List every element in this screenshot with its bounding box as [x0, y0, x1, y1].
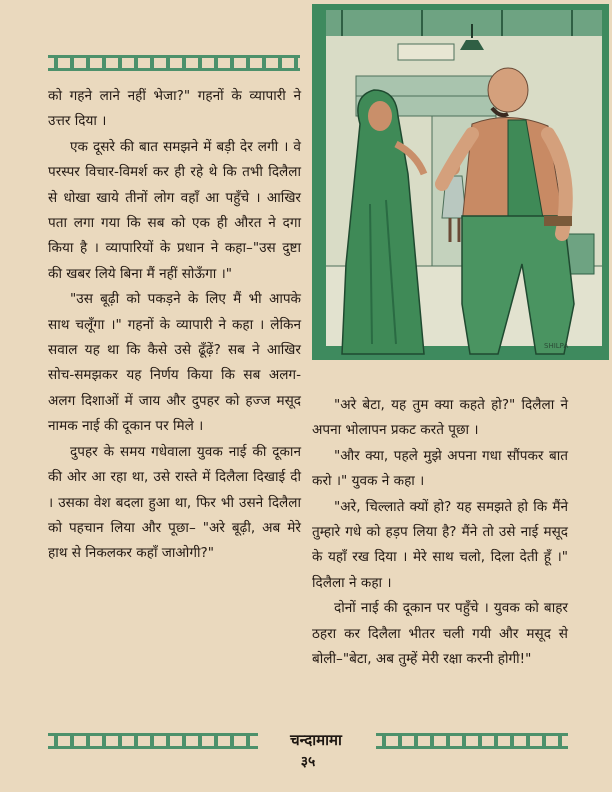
paragraph: "उस बूढ़ी को पकड़ने के लिए मैं भी आपके साथ चलूँगा ।" गहनों के व्यापारी ने कहा । लेकिन सवाल यह था कि कैसे उसे ढूँढ़ें? सब ने आखिर सोच-समझकर यह निर्णय किया कि सब अलग-अलग दिशाओं में जाय और दुपहर को हज्ज मसूद नामक नाई की दूकान पर मिले ।: [48, 291, 301, 435]
right-text-column: [312, 393, 568, 672]
paragraph: दोनों नाई की दूकान पर पहुँचे । युवक को बाहर ठहरा कर दिलैला भीतर चली गयी और मसूद से बोली–"बेटा, अब तुम्हें मेरी रक्षा करनी होगी!": [312, 600, 568, 668]
paragraph: एक दूसरे की बात समझने में बड़ी देर लगी । वे परस्पर विचार-विमर्श कर ही रहे थे कि तभी दिलैला से धोखा खाये तीनों लोग वहाँ आ पहुँचे । आखिर पता लगा गया कि सब को एक ही औरत ने दगा किया है । व्यापारियों के प्रधान ने कहा–"उस दुष्टा की खबर लिये बिना मैं नहीं सोऊँगा ।": [48, 138, 301, 282]
decorative-border-bottom-right: [376, 733, 568, 749]
paragraph: "अरे बेटा, यह तुम क्या कहते हो?" दिलैला ने अपना भोलापन प्रकट करते पूछा ।: [312, 397, 568, 439]
decorative-border-bottom-left: [48, 733, 258, 749]
story-illustration: [312, 4, 609, 360]
paragraph: दुपहर के समय गधेवाला युवक नाई की दूकान की ओर आ रहा था, उसे रास्ते में दिलैला दिखाई दी । उसका वेश बदला हुआ था, फिर भी उसने दिलैला को पहचान लिया और पूछा– "अरे बूढ़ी, अब मेरे हाथ से निकलकर कहाँ जाओगी?": [48, 443, 301, 562]
magazine-title: चन्दामामा: [290, 731, 342, 749]
paragraph: को गहने लाने नहीं भेजा?" गहनों के व्यापारी ने उत्तर दिया ।: [48, 88, 301, 130]
artist-signature: SHILPA: [544, 342, 569, 350]
paragraph: "और क्या, पहले मुझे अपना गधा सौंपकर बात करो ।" युवक ने कहा ।: [312, 447, 568, 490]
paragraph: "अरे, चिल्लाते क्यों हो? यह समझते हो कि मैंने तुम्हारे गधे को हड़प लिया है? मैंने तो उसे नाई मसूद के यहाँ रख दिया । मेरे साथ चलो, दिला देती हूँ ।" दिलैला ने कहा ।: [312, 498, 568, 591]
left-text-column: [48, 84, 301, 567]
page-number: ३५: [300, 754, 316, 770]
decorative-border-top: [48, 55, 300, 71]
illustration-scene: [312, 4, 609, 360]
